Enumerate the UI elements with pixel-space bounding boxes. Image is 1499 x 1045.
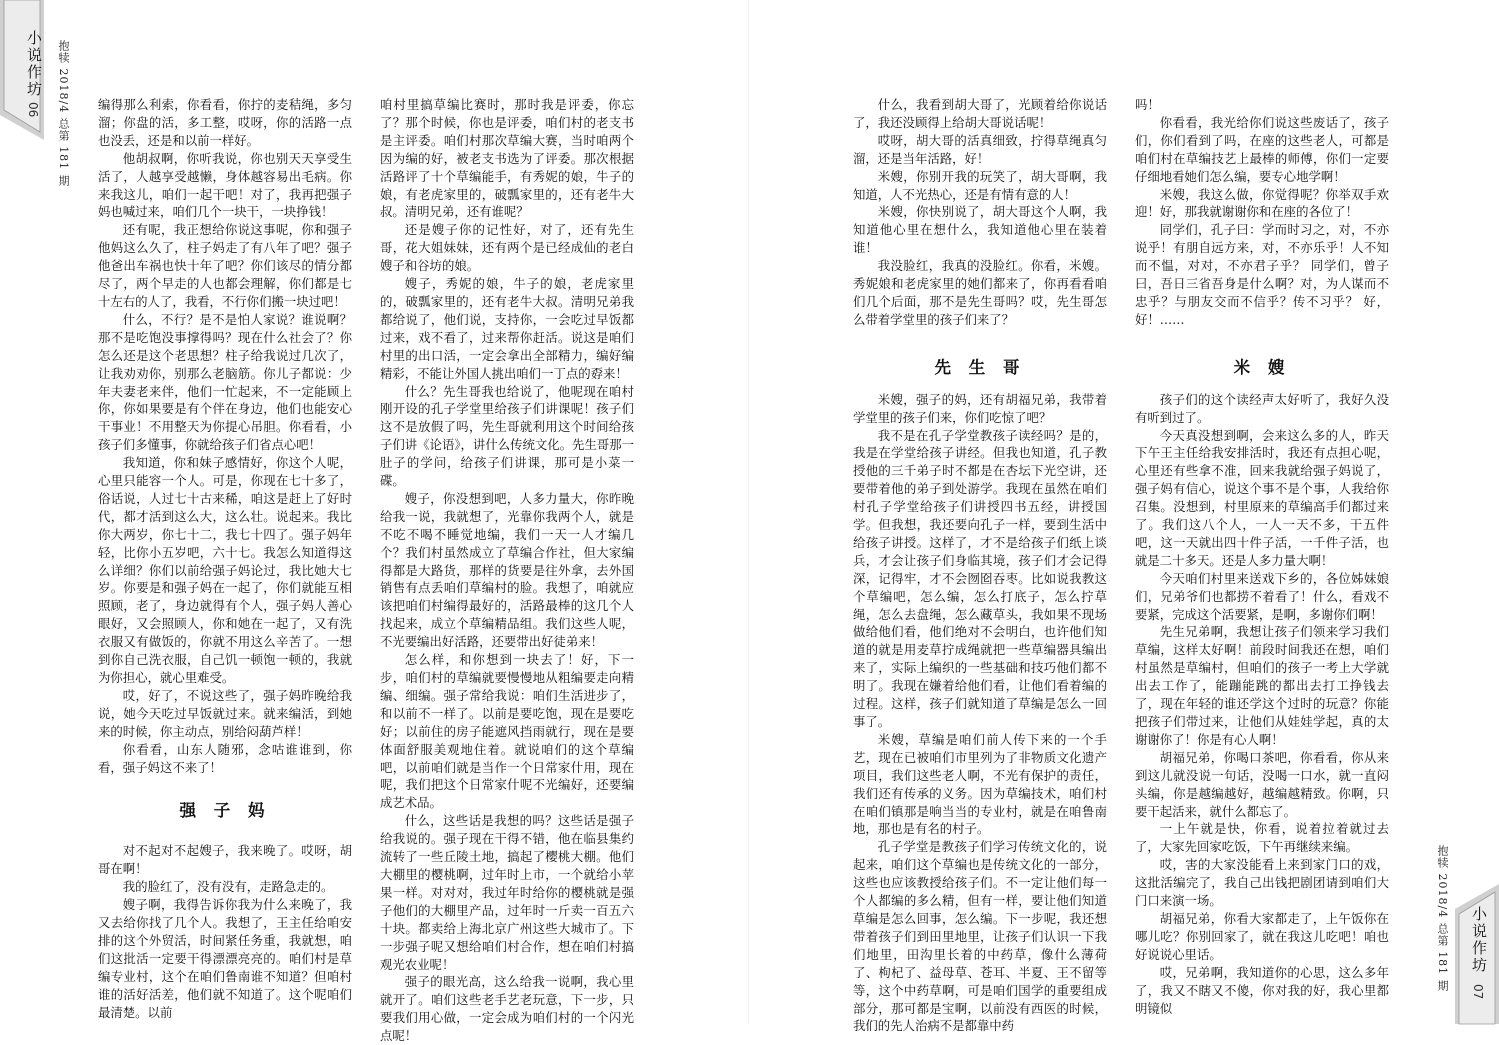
paragraph: 哎，兄弟啊，我知道你的心思，这么多年了，我又不瞎又不傻，你对我的好，我心里都明镜似 [1135,964,1389,1016]
issue-info: 抱犊 2018/4 总第 181 期 [57,40,70,187]
page-number: 06 [26,102,40,118]
paragraph: 嫂子，你没想到吧，人多力量大，你昨晚给我一说，我就想了，光靠你我两个人，就是不吃不喝不睡觉地编，我们一天一人才编几个？我们村虽然成立了草编合作社，但大家编得都是大路货，那样的货要是往外拿，去外国销售有点丢咱们草编村的脸。我想了，咱就应该把咱们村编得最好的，活路最棒的这几个人找起来，成立个草编精品组。我们这些人呢，不光要编出好活路，还要带出好徒弟来！ [380,490,634,650]
paragraph: 编得那么利索，你看看，你拧的麦秸绳，多匀溜；你盘的活，多工整，哎呀，你的活路一点也没丢，还是和以前一样好。 [98,97,352,148]
paragraph: 嫂子，秀妮的娘，牛子的娘，老虎家里的，破瓢家里的，还有老牛大叔。清明兄弟我都给说了，他们说，支持你，一会吃过早饭都过来，戏不看了，过来帮你赶活。说这是咱们村里的出口活，一定会拿出全部精力，编好编精彩，不能让外国人挑出咱们一丁点的孬来！ [380,276,634,381]
paragraph: 胡福兄弟，你看大家都走了，上午饭你在哪儿吃？你别回家了，就在我这儿吃吧！咱也好说说心里话。 [1135,910,1389,962]
issue-info: 抱犊 2018/4 总第 181 期 [1436,845,1449,992]
page-gutter [748,0,749,1024]
paragraph: 还有呢，我正想给你说这事呢，你和强子他妈这么久了，柱子妈走了有八年了吧？强子他爸出车祸也快十年了吧？你们该尽的情分都尽了，两个早走的人也都会理解，你们都是七十左右的人了，我看，不行你们搬一块过吧！ [98,222,352,309]
paragraph: 哎，好了，不说这些了，强子妈昨晚给我说，她今天吃过早饭就过来。就来编活，到她来的时候，你主动点，别给闷葫芦样！ [98,687,352,739]
paragraph: 米嫂，我这么做，你觉得呢？你举双手欢迎！好，那我就谢谢你和在座的各位了！ [1135,186,1389,220]
text-column-1 [98,96,352,1021]
paragraph: 同学们，孔子曰：学而时习之，对，不亦说乎！有朋自远方来，对，不亦乐乎！人不知而不愠，对对，不亦君子乎？ 同学们，曾子曰，吾日三省吾身是什么啊？对，为人谋而不忠乎？与朋友交而不信乎？传不习乎？ 好，好！…… [1135,222,1389,327]
paragraph: 米嫂，你快别说了，胡大哥这个人啊，我知道他心里在想什么，我知道他心里在装着谁！ [853,204,1107,256]
paragraph: 怎么样，和你想到一块去了！好，下一步，咱们村的草编就要慢慢地从粗编要走向精编、细编。强子常给我说：咱们生活进步了，和以前不一样了。以前是要吃饱，现在是要吃好；以前住的房子能遮风挡雨就行，现在是要体面舒服美观地住着。就说咱们的这个草编吧，以前咱们就是当作一个日常家什用，现在呢，我们把这个日常家什呢不光编好，还要编成艺术品。 [380,652,634,811]
paragraph: 什么？先生哥我也给说了，他呢现在咱村刚开设的孔子学堂里给孩子们讲课呢！孩子们这不是放假了吗，先生哥就利用这个时间给孩子们讲《论语》，讲什么传统文化。先生哥那一肚子的学问，给孩子们讲课，那可是小菜一碟。 [380,383,635,489]
section-tab-right [1455,884,1499,1024]
section-heading: 米 嫂 [1233,357,1291,377]
paragraph: 什么，不行？是不是怕人家说？谁说啊？那不是吃饱没事撑得吗？现在什么社会了？你怎么还是这个老思想？柱子给我说过几次了，让我劝劝你，别那么老脑筋。你儿子都说：少年夫妻老来伴，他们一忙起来，不一定能顾上你，你如果要是有个伴在身边，他们也能安心干事业！不用整天为你提心吊胆。你看看，小孩子们多懂事，你就给孩子们省点心吧！ [98,311,352,453]
paragraph: 嫂子啊，我得告诉你我为什么来晚了，我又去给你找了几个人。我想了，王主任给咱安排的这个外贸活，时间紧任务重，我就想，咱们这批活一定要干得漂漂亮亮的。咱们村是草编专业村，这个在咱们鲁南谁不知道？但咱村谁的活好活差，他们就不知道了。这个呢咱们最清楚。以前 [98,897,352,1020]
paragraph: 胡福兄弟，你喝口茶吧，你看看，你从来到这儿就没说一句话，没喝一口水，就一直闷头编，你是越编越好，越编越精致。你啊，只要干起活来，就什么都忘了。 [1135,749,1389,819]
paragraph: 我的脸红了，没有没有，走路急走的。 [122,879,334,895]
section-label: 小说作坊 [1470,906,1488,974]
paragraph: 他胡叔啊，你听我说，你也别天天享受生活了，人越享受越懒，身体越容易出毛病。你来我这儿，咱们一起干吧！对了，我再把强子妈也喊过来，咱们几个一块干，一块挣钱！ [98,150,352,220]
paragraph: 什么，我看到胡大哥了，光顾着给你说话了，我还没顾得上给胡大哥说话呢！ [853,97,1107,130]
section-label: 小说作坊 [25,30,43,98]
paragraph: 米嫂，草编是咱们前人传下来的一个手艺，现在已被咱们市里列为了非物质文化遗产项目，我们这些老人啊，不光有保护的责任，我们还有传承的义务。因为草编技术，咱们村在咱们镇那是响当当的专业村，就是在咱鲁南地，那也是有名的村子。 [853,731,1107,837]
paragraph: 孩子们的这个读经声太好听了，我好久没有听到过了。 [1135,391,1389,425]
paragraph: 什么，这些话是我想的吗？这些话是强子给我说的。强子现在干得不错，他在临县集约流转了一些丘陵土地，搞起了樱桃大棚。他们大棚里的樱桃啊，过年时上市，一个就给小苹果一样。对对对，我过年时给你的樱桃就是强子他们的大棚里产品，过年时一斤卖一百五六十块。都卖给上海北京广州这些大城市了。下一步强子呢又想给咱们村合作，想在咱们村搞观光农业呢！ [380,813,634,972]
paragraph: 我没脸红，我真的没脸红。你看，米嫂。秀妮娘和老虎家里的她们都来了，你再看看咱们几个后面，那不是先生哥吗？哎，先生哥怎么带着学堂里的孩子们来了？ [853,258,1107,327]
paragraph: 你看看，山东人随邪，念咕谁谁到，你看，强子妈这不来了！ [98,741,352,775]
paragraph: 对不起对不起嫂子，我来晚了。哎呀，胡哥在啊！ [98,843,352,877]
text-column-4 [1135,96,1389,1017]
paragraph: 今天真没想到啊，会来这么多的人，昨天下午王主任给我安排活时，我还有点担心呢，心里还有些拿不准，回来我就给强子妈说了，强子妈有信心，说这个事不是个事，人我给你召集。没想到，村里原来的草编高手们都过来了。我们这八个人，一人一天不多，干五件吧，这一天就出四十件子活，一千件子活，也就是二十多天。还是人多力量大啊！ [1135,427,1389,568]
paragraph: 先生兄弟啊，我想让孩子们领来学习我们草编，这样太好啊！前段时间我还在想，咱们村虽然是草编村，但咱们的孩子一考上大学就出去工作了，能蹦能跳的都出去打工挣钱去了，现在年轻的谁还学这个过时的玩意？你能把孩子们带过来，让他们从娃娃学起，真的太谢谢你了！你是有心人啊！ [1135,624,1389,747]
paragraph: 米嫂，强子的妈，还有胡福兄弟，我带着学堂里的孩子们来，你们吃惊了吧？ [853,391,1107,425]
paragraph: 你看看，我光给你们说这些废话了，孩子们，你们看到了吗，在座的这些老人，可都是咱们村在草编技艺上最棒的师傅，你们一定要仔细地看她们怎么编，要专心地学啊！ [1135,114,1389,184]
text-column-2 [380,96,634,1045]
section-tab-left [0,0,44,140]
paragraph: 米嫂，你别开我的玩笑了，胡大哥啊，我知道，人不光热心，还是有情有意的人！ [853,168,1107,202]
paragraph: 一上午就是快，你看，说着拉着就过去了，大家先回家吃饭，下午再继续来编。 [1135,821,1389,855]
paragraph: 哎，害的大家没能看上来到家门口的戏，这批活编完了，我自己出钱把剧团请到咱们大门口来演一场。 [1135,857,1389,909]
paragraph: 我知道，你和妹子感情好，你这个人呢，心里只能容一个人。可是，你现在七十多了，俗话说，人过七十古来稀，咱这是赶上了好时代，都才活到这么大，这么壮。说起来。我比你大两岁，你七十二，我七十四了。强子妈年轻，比你小五岁吧，六十七。我怎么知道得这么详细？你们以前给强子妈论过，我比她大七岁。你要是和强子妈在一起了，你们就能互相照顾，老了，身边就得有个人，强子妈人善心眼好，又会照顾人，你和她在一起了，又有洗衣服又有做饭的，你就不用这么辛苦了。一想到你自己洗衣服，自己饥一顿饱一顿的，我就为你担心，就心里难受。 [98,455,352,685]
paragraph: 孔子学堂是教孩子们学习传统文化的，说起来，咱们这个草编也是传统文化的一部分，这些也应该教授给孩子们。不一定让他们每一个人都编的多么精，但有一样，要让他们知道草编是怎么回事，怎么编。下一步呢，我还想带着孩子们到田里地里，让孩子们认识一下我们地里，田沟里长着的中药草，像什么薄荷了、枸杞了、益母草、苍耳、半夏、王不留等等，这个中药草啊，可是咱们国学的重要组成部分，那可都是宝啊，以前没有西医的时候，我们的先人治病不是都靠中药 [853,839,1107,1034]
paragraph: 我不是在孔子学堂教孩子读经吗？是的，我是在学堂给孩子讲经。但我也知道，孔子教授他的三千弟子时不都是在杏坛下光空讲，还要带着他的弟子到处游学。我现在虽然在咱们村孔子学堂给孩子们讲授四书五经，讲授国学。但我想，我还要向孔子一样，要到生活中给孩子讲授。这样了，才不是给孩子们纸上谈兵，才会让孩子们身临其境，孩子们才会记得深，记得牢，才不会囫囵吞枣。比如说我教这个草编吧，怎么编，怎么打底子，怎么拧草绳，怎么去盘绳，怎么藏草头，我如果不现场做给他们看，他们绝对不会明白，也许他们知道的就是用麦草拧成绳就把一些草编器具编出来了，实际上编织的一些基础和技巧他们都不明了。我现在嫌着给他们看，让他们看着编的过程。这样，孩子们就知道了草编是怎么一回事了。 [853,427,1107,729]
page-number: 07 [1471,984,1485,1000]
section-heading: 强 子 妈 [179,801,271,821]
text-column-3 [853,96,1107,1035]
paragraph: 今天咱们村里来送戏下乡的，各位姊妹娘们，兄弟爷们也都捞不着看了！什么，看戏不要紧，完成这个活要紧，是啊，多谢你们啊！ [1135,570,1389,622]
paragraph: 吗！ [1135,97,1160,112]
paragraph: 哎呀，胡大哥的活真细致，拧得草绳真匀溜，还是当年活路，好！ [853,132,1107,166]
section-heading: 先 生 哥 [934,357,1026,377]
paragraph: 强子的眼光高，这么给我一说啊，我心里就开了。咱们这些老手艺老玩意，下一步，只要我们用心做，一定会成为咱们村的一个闪光点呢！ [380,974,634,1044]
paragraph: 咱村里搞草编比赛时，那时我是评委，你忘了？那个时候，你也是评委，咱们村的老支书是主评委。咱们村那次草编大赛，当时咱两个因为编的好，被老支书选为了评委。那次根据活路评了十个草编能手，有秀妮的娘，牛子的娘，有老虎家里的，破瓢家里的，还有老牛大叔。清明兄弟，还有谁呢？ [380,97,634,220]
paragraph: 还是嫂子你的记性好，对了，还有先生哥，花大姐妹妹，还有两个是已经成仙的老白嫂子和谷坊的娘。 [380,222,634,274]
